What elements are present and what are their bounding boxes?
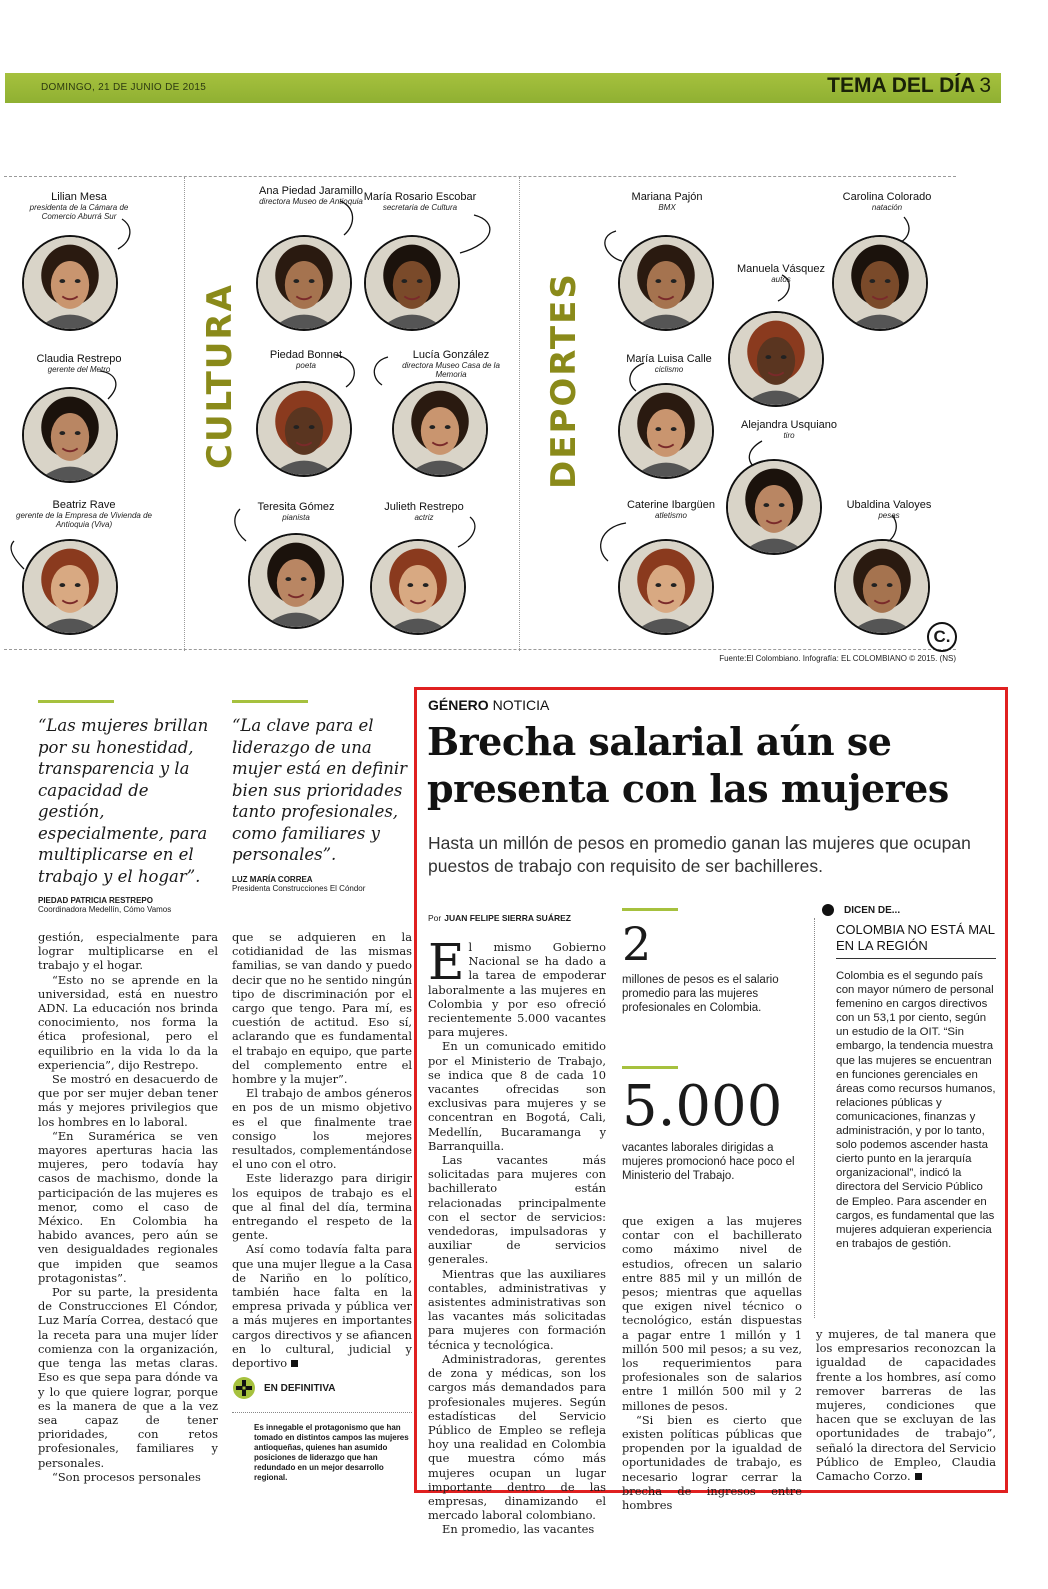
el-colombiano-logo: C.	[927, 622, 957, 652]
accent-rule	[622, 1066, 678, 1069]
person-label	[386, 349, 516, 379]
en-definitiva-header	[232, 1376, 412, 1413]
person-label	[14, 191, 144, 221]
quote-text: “La clave para el liderazgo de una mujer está en definir bien sus prioridades tanto profesionales, como familiares y personales”.	[232, 716, 407, 864]
portrait-photo	[22, 387, 118, 483]
lead-paragraph: El mismo Gobierno Nacional se ha dado a la tarea de empoderar laboralmente a las mujeres en Colombia y por eso ofreció recientemente 5.000 vacantes para mujeres.	[428, 933, 606, 1040]
quote-author: LUZ MARÍA CORREA	[232, 874, 313, 884]
paragraph: gestión, especialmente para lograr multiplicarse en el trabajo y el hogar.	[38, 930, 218, 973]
pointer-arrow	[340, 201, 353, 235]
portrait-photo	[370, 539, 466, 635]
article-headline: Brecha salarial aún se presenta con las mujeres	[427, 719, 949, 811]
person-role: BMX	[658, 203, 676, 212]
stat-description: millones de pesos es el salario promedio para las mujeres profesionales en Colombia.	[622, 974, 779, 1014]
paragraph: Mientras que las auxiliares contables, administrativas y asistentes administrativas son las vacantes más solicitadas para mujeres con formación técnica y tecnológica.	[428, 1266, 606, 1352]
stat-number: 5.000	[622, 1074, 783, 1139]
person-name: Ana Piedad Jaramillo	[259, 185, 363, 197]
sidebar-divider	[814, 918, 815, 1318]
article-column-b	[622, 1214, 802, 1512]
paragraph: y mujeres, de tal manera que los empresarios reconozcan la igualdad de capacidades frente a los hombres, así como remover barreras de las mujeres, condiciones que hacen que se excluyan de las oportunidades de trabajo”, señaló la directora del Servicio Público de Empleo, Claudia Camacho Corzo.	[816, 1327, 996, 1484]
quote-author-role: Coordinadora Medellín, Cómo Vamos	[38, 905, 172, 914]
person-name: Piedad Bonnet	[269, 349, 343, 361]
person-role: ciclismo	[654, 365, 684, 374]
pointer-arrow	[605, 231, 622, 261]
portrait-photo	[618, 539, 714, 635]
person-name: Mariana Pajón	[631, 191, 703, 203]
pointer-arrow	[601, 523, 626, 561]
sidebar-title: COLOMBIA NO ESTÁ MAL EN LA REGIÓN	[836, 922, 995, 953]
quote-author-role: Presidenta Construcciones El Cóndor	[232, 883, 366, 893]
person-role: pianista	[282, 513, 310, 522]
infographic-source: Fuente:El Colombiano. Infografía: EL COLOMBIANO © 2015. (NS)	[719, 654, 956, 663]
paragraph: Así como todavía falta para que una mujer llegue a la Casa de Nariño en lo político, también hace falta en la empresa privada y pública ver a más mujeres en importantes cargos directivos y se afiancen en lo cultural, judicial y deportivo	[232, 1242, 412, 1371]
person-role: presidenta de la Cámara de Comercio Aburrá Sur	[29, 203, 129, 221]
sidebar-text: Colombia es el segundo país con mayor número de personal femenino en cargos directivos con un 53,1 por ciento, según un estudio de la OIT. “Sin embargo, la tendencia muestra que las mujeres se encuentran en funciones gerenciales en áreas como recursos humanos, relaciones públicas y comunicaciones, finanzas y administración, y por lo tanto, solo podemos ascender hasta cierto punto en la jerarquía organizacional”, indicó la directora del Servicio Público de Empleo. Para ascender en cargos, es fundamental que las mujeres adquieran experiencia en trabajos de gestión.	[836, 970, 996, 1250]
stat-number: 2	[622, 917, 652, 971]
column-separator	[519, 177, 520, 651]
dicen-de-sidebar	[822, 904, 998, 1251]
portrait-photo	[22, 539, 118, 635]
portrait-photo	[256, 381, 352, 477]
portrait-photo	[392, 381, 488, 477]
portrait-photo	[248, 533, 344, 629]
sidebar-label: DICEN DE...	[844, 904, 901, 916]
paragraph: Las vacantes más solicitadas para mujeres con bachillerato están relacionadas principalmente con el sector de servicios: vendedoras, impulsadoras y auxiliar de servicios generales.	[428, 1153, 606, 1267]
person-label	[246, 185, 376, 206]
end-of-story-mark	[915, 1473, 922, 1480]
portrait-photo	[832, 235, 928, 331]
en-definitiva-label: EN DEFINITIVA	[264, 1382, 336, 1394]
person-role: secretaria de Cultura	[382, 203, 458, 212]
person-role: autos	[771, 275, 791, 284]
person-label	[236, 501, 356, 522]
paragraph: “En Suramérica se ven mayores aperturas hacia las mujeres, pero todavía hay casos de machismo, donde la participación de las mujeres es menor, como el caso de México. En Colombia ha habido avances, pero aún se ven desigualdades regionales que impiden que seamos protagonistas”.	[38, 1128, 218, 1285]
person-role: gerente del Metro	[47, 365, 111, 374]
person-label	[604, 353, 734, 374]
drop-cap: E	[428, 933, 465, 991]
pointer-arrow	[100, 371, 116, 399]
person-label	[716, 263, 846, 284]
accent-rule	[622, 908, 678, 911]
story-column-2	[232, 930, 412, 1370]
person-role: directora Museo de Antioquia	[259, 197, 363, 206]
stat-block	[622, 908, 802, 1015]
person-role: tiro	[783, 431, 795, 440]
person-name: Alejandra Usquiano	[740, 419, 837, 431]
person-name: Claudia Restrepo	[36, 353, 122, 365]
portrait-photo	[726, 459, 822, 555]
column-separator	[184, 177, 185, 651]
article-deck: Hasta un millón de pesos en promedio ganan las mujeres que ocupan puestos de trabajo con requisito de ser bachilleres.	[428, 833, 971, 876]
section-header-band	[5, 73, 1001, 103]
paragraph: Por su parte, la presidenta de Construcciones El Cóndor, Luz María Correa, destacó que la receta para una mujer líder comienza con la organización, que tenga las metas claras. Eso es que sepa para dónde va y lo que quiere lograr, porque es la manera de que a la vez sea capaz de tener prioridades, con retos profesionales, familiares y personales.	[38, 1285, 218, 1470]
person-name: Teresita Gómez	[257, 501, 335, 513]
portrait-photo	[256, 235, 352, 331]
speech-bubble-icon	[822, 904, 834, 916]
article-kicker: GÉNERO NOTICIA	[428, 697, 550, 713]
accent-rule	[232, 700, 308, 703]
paragraph: que exigen a las mujeres contar con el bachillerato como máximo nivel de estudios, ofrecen un salario entre 885 mil y un millón de pesos; mientras que aquellas que exigen nivel técnico o tecnológico, están dispuestas a pagar entre 1 millón y 1 millón 500 mil pesos; a su vez, los requerimientos para profesionales son de salarios entre 1 millón 500 mil y 2 millones de pesos.	[622, 1214, 802, 1413]
paragraph: “Si bien es cierto que existen políticas públicas que propenden por la igualdad de oportunidades de trabajo, es necesario lograr cerrar la brecha de ingresos entre hombres	[622, 1412, 802, 1513]
pointer-arrow	[460, 215, 490, 253]
person-role: pesas	[878, 511, 900, 520]
person-name: Julieth Restrepo	[384, 501, 464, 513]
person-name: Carolina Colorado	[842, 191, 932, 203]
person-label	[822, 191, 952, 212]
category-label-cultura: CULTURA	[200, 283, 240, 469]
en-definitiva-text: Es innegable el protagonismo que han tomado en distintos campos las mujeres antioqueñas, quienes han asumido posiciones de liderazgo que han redundado en un mejor desarrollo regional.	[254, 1423, 409, 1482]
paragraph: Administradoras, gerentes de zona y médicas, son los cargos más demandados para profesionales mujeres. Según estadísticas del Servicio Público de Empleo se refleja hoy una realidad en Colombia que muestra cómo más mujeres ocupan un lugar importante dentro de las empresas, dinamizando el mercado laboral colombiano.	[428, 1351, 606, 1523]
article-byline: Por JUAN FELIPE SIERRA SUÁREZ	[428, 913, 571, 923]
portrait-photo	[618, 235, 714, 331]
en-definitiva-box	[232, 1376, 412, 1483]
portrait-photo	[22, 235, 118, 331]
person-role: actriz	[414, 513, 434, 522]
person-name: María Luisa Calle	[626, 353, 712, 365]
person-name: Lucía González	[412, 349, 490, 361]
quote-author: PIEDAD PATRICIA RESTREPO	[38, 896, 153, 905]
person-name: Lilian Mesa	[51, 191, 107, 203]
person-name: Beatriz Rave	[52, 499, 116, 511]
person-role: natación	[871, 203, 903, 212]
page-number: 3	[979, 74, 991, 97]
paragraph: Este liderazgo para dirigir los equipos de trabajo es el que al final del día, termina entregando el respeto de la gente.	[232, 1171, 412, 1243]
article-column-a	[428, 933, 606, 1537]
person-label	[606, 499, 736, 520]
person-role: gerente de la Empresa de Vivienda de Antioquia (Viva)	[16, 511, 152, 529]
person-role: poeta	[295, 361, 317, 370]
quote-block	[38, 700, 218, 914]
sidebar-header	[822, 904, 998, 916]
paragraph: Se mostró en desacuerdo de que por ser mujer deban tener más y mejores privilegios que los hombres en lo laboral.	[38, 1072, 218, 1129]
paragraph: En promedio, las vacantes	[442, 1522, 595, 1537]
article-column-c	[816, 1327, 996, 1483]
end-of-story-mark	[291, 1360, 298, 1367]
divider	[836, 958, 996, 959]
edition-date: DOMINGO, 21 DE JUNIO DE 2015	[41, 82, 207, 93]
portrait-photo	[834, 539, 930, 635]
quote-text: “Las mujeres brillan por su honestidad, transparencia y la capacidad de gestión, especialmente, para multiplicarse en el trabajo y el hogar”.	[38, 716, 209, 886]
women-leaders-infographic	[4, 176, 956, 650]
person-label	[364, 501, 484, 522]
pointer-arrow	[118, 219, 130, 249]
accent-rule	[38, 700, 114, 703]
portrait-photo	[728, 311, 824, 407]
section-title: TEMA DEL DÍA 3	[827, 74, 991, 97]
person-name: Ubaldina Valoyes	[846, 499, 932, 511]
pointer-arrow	[11, 541, 24, 569]
person-label	[360, 191, 480, 212]
story-column-1	[38, 930, 218, 1484]
person-name: Manuela Vásquez	[736, 263, 826, 275]
paragraph: “Esto no se aprende en la universidad, está en nuestro ADN. La educación nos brinda conocimiento, nos forma la ética profesional, pero el equilibrio en la vida lo da la experiencia”, dijo Restrepo.	[38, 972, 218, 1072]
paragraph: En un comunicado emitido por el Ministerio de Trabajo, se indica que 8 de cada 10 vacantes ofrecidas son exclusivas para mujeres y se concentran en Bogotá, Cali, Medellín, Bucaramanga y Barranquilla.	[428, 1039, 606, 1153]
person-label	[602, 191, 732, 212]
person-name: Caterine Ibargüen	[626, 499, 716, 511]
category-label-deportes: DEPORTES	[544, 272, 584, 489]
paragraph: “Son procesos personales	[52, 1469, 201, 1484]
portrait-photo	[618, 383, 714, 479]
stat-block	[622, 1066, 807, 1183]
person-label	[824, 499, 954, 520]
portrait-photo	[364, 235, 460, 331]
person-role: atletismo	[654, 511, 687, 520]
person-label	[14, 353, 144, 374]
person-label	[246, 349, 366, 370]
article-highlight-box	[414, 687, 1008, 1537]
paragraph: El trabajo de ambos géneros en pos de un mismo objetivo es el que finalmente trae consigo los mejores resultados, complementándose el uno con el otro.	[232, 1086, 412, 1172]
cross-dots-icon	[232, 1376, 256, 1400]
stat-description: vacantes laborales dirigidas a mujeres promocionó hace poco el Ministerio del Trabajo.	[622, 1142, 795, 1182]
person-label	[14, 499, 154, 529]
person-label	[724, 419, 854, 440]
person-role: directora Museo Casa de la Memoria	[402, 361, 500, 379]
paragraph: que se adquieren en la cotidianidad de las mismas familias, se van dando y puedo decir que no he sentido ningún tipo de discriminación por el cargo que tengo. Para mí, es cuestión de actitud. Eso sí, aclarando que es fundamental el trabajo en equipo, que parte del complemento entre el hombre y la mujer”.	[232, 930, 412, 1087]
quote-block	[232, 700, 412, 893]
person-name: María Rosario Escobar	[363, 191, 477, 203]
